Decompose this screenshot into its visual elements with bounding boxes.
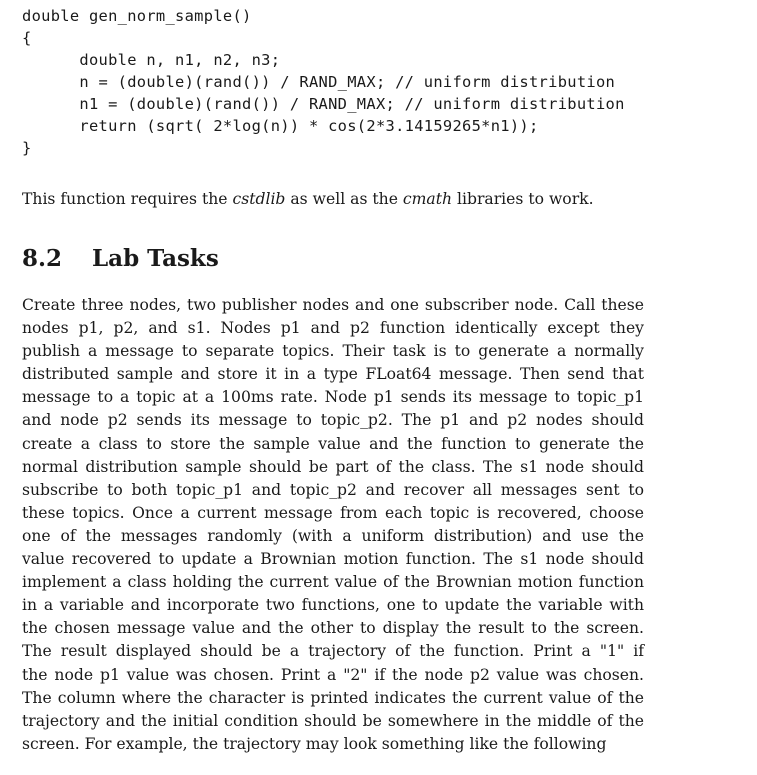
- paragraph-line: message to a topic at a 100ms rate. Node p1 sends its message to topic_p1: [22, 388, 644, 407]
- code-line: }: [22, 139, 32, 157]
- code-line: n = (double)(rand()) / RAND_MAX; // uniform distribution: [22, 73, 616, 91]
- note-text-middle: as well as the: [285, 190, 403, 208]
- code-line: double n, n1, n2, n3;: [22, 51, 281, 69]
- section-heading: [22, 245, 219, 272]
- section-title: Lab Tasks: [92, 245, 219, 272]
- paragraph-line: one of the messages randomly (with a uniform distribution) and use the: [22, 526, 644, 545]
- paragraph-line: The column where the character is printed indicates the current value of the: [22, 688, 644, 707]
- paragraph-line: and node p2 sends its message to topic_p2. The p1 and p2 nodes should: [22, 411, 644, 430]
- paragraph-line: normal distribution sample should be part of the class. The s1 node should: [22, 457, 644, 476]
- paragraph-line: Create three nodes, two publisher nodes and one subscriber node. Call these: [22, 296, 644, 314]
- paragraph-line: these topics. Once a current message from each topic is recovered, choose: [22, 503, 644, 522]
- paragraph-line: trajectory and the initial condition should be somewhere in the middle of the: [22, 711, 644, 730]
- library-name-cmath: cmath: [402, 190, 453, 208]
- paragraph-line: the node p1 value was chosen. Print a "2" if the node p2 value was chosen.: [22, 665, 644, 684]
- paragraph-line: screen. For example, the trajectory may look something like the following: [22, 734, 607, 753]
- note-text-before: This function requires the: [22, 190, 233, 208]
- paragraph-line: the chosen message value and the other to display the result to the screen.: [22, 619, 644, 638]
- code-line: n1 = (double)(rand()) / RAND_MAX; // uniform distribution: [22, 95, 625, 113]
- paragraph-line: distributed sample and store it in a type FLoat64 message. Then send that: [22, 365, 644, 384]
- paragraph-line: implement a class holding the current value of the Brownian motion function: [22, 573, 644, 592]
- paragraph-line: create a class to store the sample value and the function to generate the: [22, 434, 644, 453]
- paragraph-line: nodes p1, p2, and s1. Nodes p1 and p2 function identically except they: [22, 319, 644, 338]
- library-name-cstdlib: cstdlib: [232, 190, 286, 208]
- section-number: 8.2: [22, 245, 63, 272]
- paragraph-line: publish a message to separate topics. Their task is to generate a normally: [22, 342, 644, 361]
- note-text-after: libraries to work.: [452, 190, 594, 208]
- paragraph-line: subscribe to both topic_p1 and topic_p2 and recover all messages sent to: [22, 480, 644, 499]
- library-note: [22, 188, 644, 211]
- code-line: double gen_norm_sample(): [22, 7, 252, 25]
- code-block: [22, 5, 625, 159]
- paragraph-line: in a variable and incorporate two functions, one to update the variable with: [22, 596, 644, 615]
- paragraph-line: The result displayed should be a trajectory of the function. Print a "1" if: [22, 642, 644, 661]
- lab-tasks-paragraph: [22, 294, 644, 756]
- code-line: {: [22, 29, 32, 47]
- code-line: return (sqrt( 2*log(n)) * cos(2*3.14159265*n1));: [22, 117, 539, 135]
- paragraph-line: value recovered to update a Brownian motion function. The s1 node should: [22, 550, 644, 569]
